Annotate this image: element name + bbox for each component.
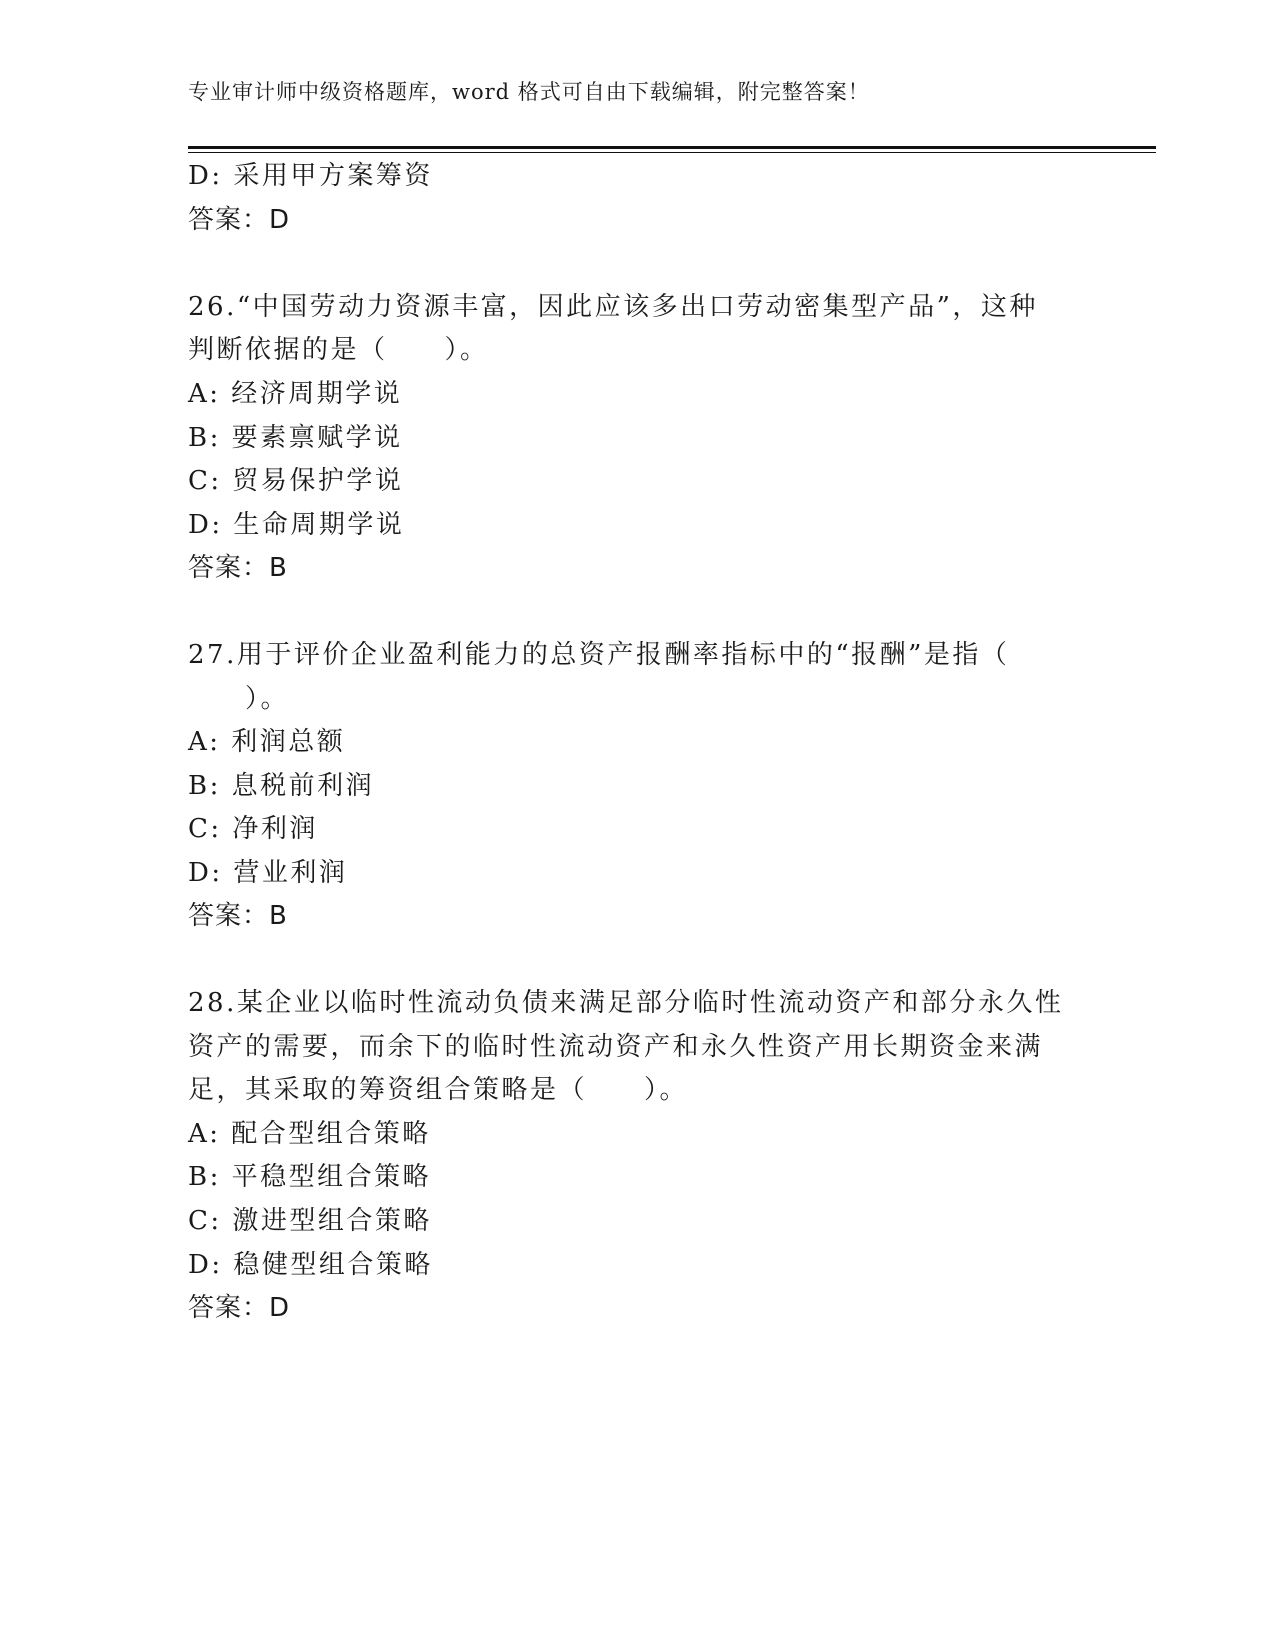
q26-answer: 答案：B (188, 553, 288, 583)
q26-stem-line1: 26.“中国劳动力资源丰富，因此应该多出口劳动密集型产品”，这种 (188, 292, 1038, 322)
page-header: 专业审计师中级资格题库，word 格式可自由下载编辑，附完整答案！ (188, 80, 870, 104)
q26-stem-line2: 判断依据的是（ ）。 (188, 335, 489, 365)
q28-stem-line3: 足，其采取的筹资组合策略是（ ）。 (188, 1075, 689, 1105)
q27-stem-line2: ）。 (188, 684, 290, 714)
header-divider-thin (188, 152, 1156, 153)
q27-option-c: C: 净利润 (188, 814, 318, 844)
q27-option-d: D: 营业利润 (188, 858, 348, 888)
q27-option-a: A: 利润总额 (188, 727, 346, 757)
q28-option-a: A: 配合型组合策略 (188, 1119, 431, 1149)
q26-option-c: C: 贸易保护学说 (188, 466, 404, 496)
q27-answer: 答案：B (188, 901, 288, 931)
q28-option-c: C: 激进型组合策略 (188, 1206, 432, 1236)
q27-stem-line1: 27.用于评价企业盈利能力的总资产报酬率指标中的“报酬”是指（ (188, 640, 1010, 670)
q27-option-b: B: 息税前利润 (188, 771, 375, 801)
q26-option-b: B: 要素禀赋学说 (188, 423, 403, 453)
prev-option-d: D: 采用甲方案筹资 (188, 161, 433, 191)
prev-answer: 答案：D (188, 205, 291, 235)
q28-stem-line2: 资产的需要，而余下的临时性流动资产和永久性资产用长期资金来满 (188, 1032, 1044, 1062)
q26-option-a: A: 经济周期学说 (188, 379, 403, 409)
q28-answer: 答案：D (188, 1293, 291, 1323)
q26-option-d: D: 生命周期学说 (188, 510, 405, 540)
q28-stem-line1: 28.某企业以临时性流动负债来满足部分临时性流动资产和部分永久性 (188, 988, 1064, 1018)
header-divider (188, 146, 1156, 149)
q28-option-b: B: 平稳型组合策略 (188, 1162, 432, 1192)
q28-option-d: D: 稳健型组合策略 (188, 1250, 433, 1280)
